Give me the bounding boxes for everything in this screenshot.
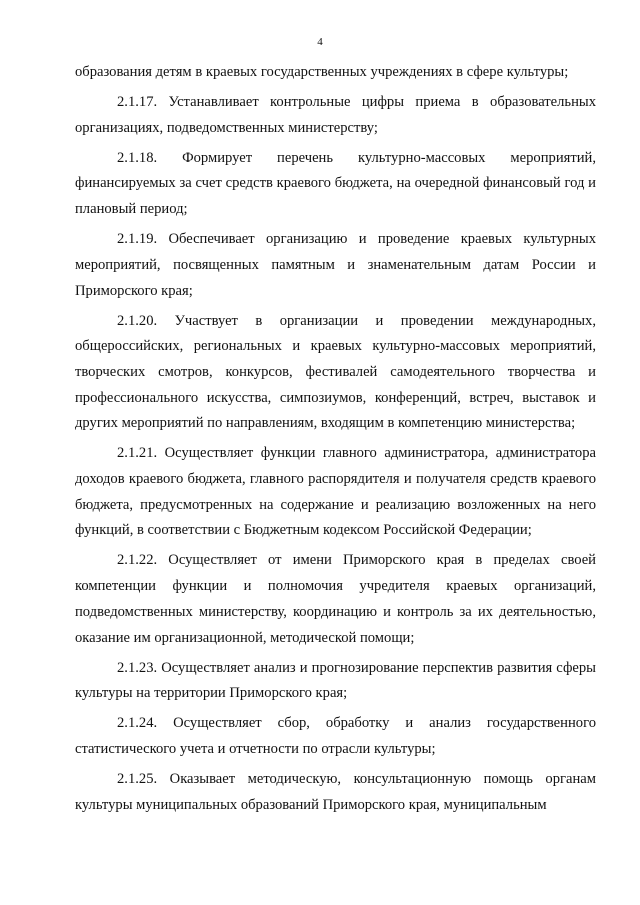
page-number: 4 (317, 36, 323, 48)
paragraph-2-1-20: 2.1.20. Участвует в организации и проведении международных, общероссийских, региональных и краевых культурно-массовых мероприятий, творческих смотров, конкурсов, фестивалей самодеятельного творчества и профессионального искусства, симпозиумов, конференций, встреч, выставок и других мероприятий по направлениям, входящим в компетенцию министерства; (75, 312, 596, 432)
paragraph-continuation: образования детям в краевых государственных учреждениях в сфере культуры; (75, 64, 569, 80)
paragraph-2-1-19: 2.1.19. Обеспечивает организацию и проведение краевых культурных мероприятий, посвященных памятным и знаменательным датам России и Приморского края; (75, 231, 596, 299)
paragraph-2-1-25: 2.1.25. Оказывает методическую, консультационную помощь органам культуры муниципальных образований Приморского края, муниципальным (75, 770, 596, 813)
paragraph-2-1-23: 2.1.23. Осуществляет анализ и прогнозирование перспектив развития сферы культуры на территории Приморского края; (75, 659, 596, 702)
paragraph-2-1-17: 2.1.17. Устанавливает контрольные цифры приема в образовательных организациях, подведомственных министерству; (75, 94, 596, 136)
paragraph-2-1-21: 2.1.21. Осуществляет функции главного администратора, администратора доходов краевого бюджета, главного распорядителя и получателя средств краевого бюджета, предусмотренных на содержание и реализацию возложенных на него функций, в соответствии с Бюджетным кодексом Российской Федерации; (75, 445, 596, 539)
paragraph-2-1-18: 2.1.18. Формирует перечень культурно-массовых мероприятий, финансируемых за счет средств краевого бюджета, на очередной финансовый год и плановый период; (75, 149, 596, 218)
document-body (75, 60, 596, 823)
paragraph-2-1-22: 2.1.22. Осуществляет от имени Приморского края в пределах своей компетенции функции и полномочия учредителя краевых организаций, подведомственных министерству, координацию и контроль за их деятельностью, оказание им организационной, методической помощи; (75, 552, 596, 646)
paragraph-2-1-24: 2.1.24. Осуществляет сбор, обработку и анализ государственного статистического учета и отчетности по отрасли культуры; (75, 715, 596, 757)
